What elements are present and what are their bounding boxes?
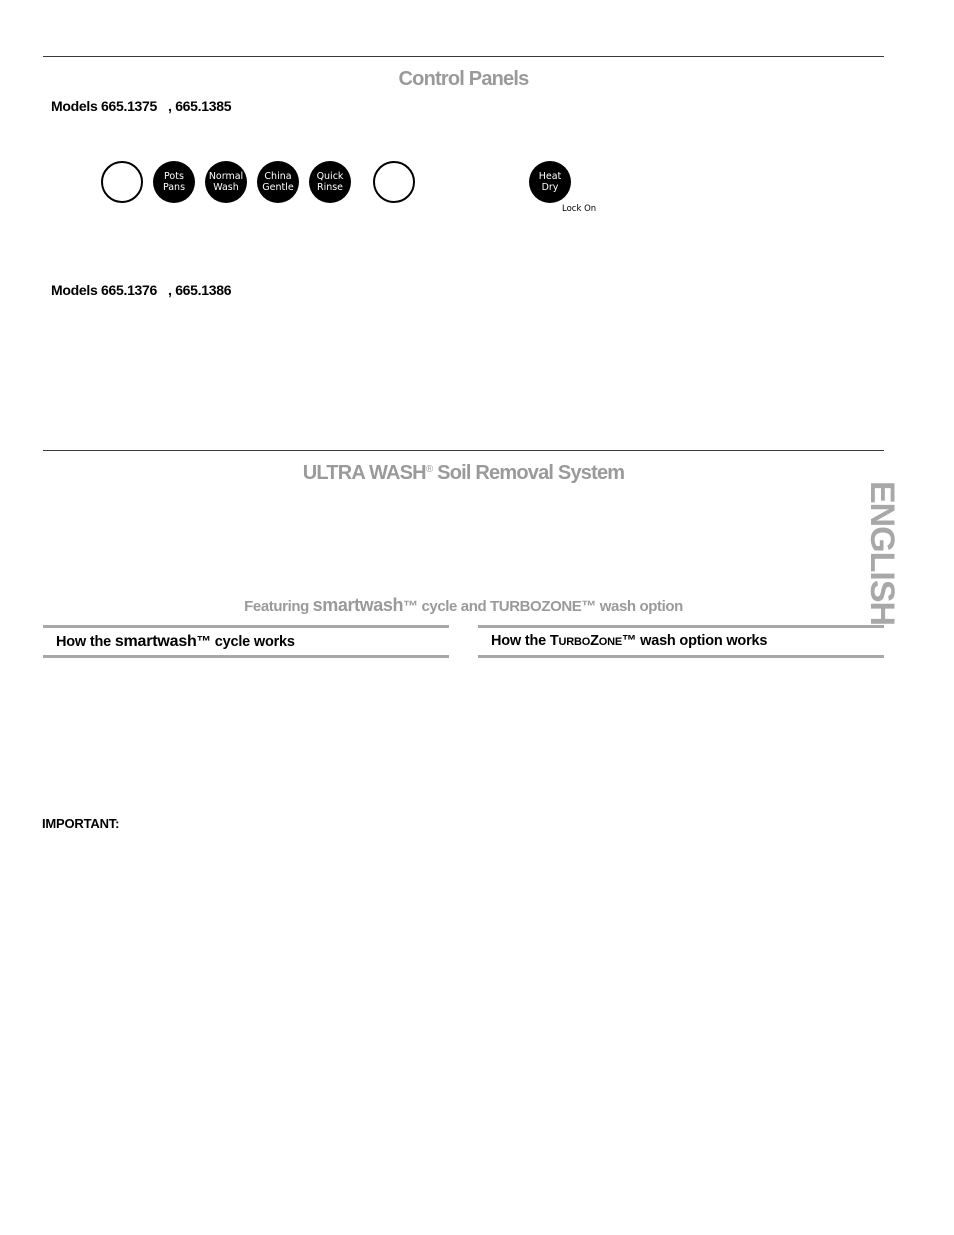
pots-pans-label-2: Pans <box>162 182 186 193</box>
china-gentle-button[interactable] <box>257 161 299 203</box>
models-2-prefix: Models 665.1376 <box>51 282 158 298</box>
unlabeled-button-right[interactable] <box>373 161 415 203</box>
english-side-tab: ENGLISH <box>863 480 901 626</box>
heat-dry-label-2: Dry <box>541 182 559 193</box>
how-turbozone-heading: How the TURBOZONE™ wash option works <box>478 625 884 658</box>
pots-pans-button[interactable] <box>153 161 195 203</box>
middle-rule <box>43 450 884 451</box>
ultra-wash-title-main: ULTRA WASH <box>302 462 426 484</box>
lock-on-label: Lock On <box>562 204 597 214</box>
pots-pans-label-1: Pots <box>164 171 184 182</box>
models-heading-1 <box>51 98 231 114</box>
ultra-wash-title <box>43 462 884 485</box>
normal-wash-label-1: Normal <box>208 171 244 182</box>
registered-mark: ® <box>425 464 433 475</box>
unlabeled-button-left[interactable] <box>101 161 143 203</box>
normal-wash-button[interactable] <box>205 161 247 203</box>
important-label: IMPORTANT: <box>42 816 120 831</box>
models-2-suffix: , 665.1386 <box>168 282 232 298</box>
heat-dry-label-1: Heat <box>538 171 562 182</box>
quick-rinse-label-2: Rinse <box>316 182 344 193</box>
control-panels-title: Control Panels <box>398 68 529 90</box>
quick-rinse-button[interactable] <box>309 161 351 203</box>
smartwash-wordmark: smartwash <box>312 595 404 615</box>
china-gentle-label-2: Gentle <box>262 182 294 193</box>
quick-rinse-label-1: Quick <box>316 171 344 182</box>
heat-dry-button[interactable] <box>529 161 571 203</box>
normal-wash-label-2: Wash <box>213 182 239 193</box>
top-rule <box>43 56 884 57</box>
featuring-subtitle: Featuring smartwash™ cycle and TURBOZONE™ wash option <box>244 595 683 615</box>
models-heading-2 <box>51 282 231 298</box>
how-smartwash-heading: How the smartwash™ cycle works <box>43 625 449 658</box>
models-1-suffix: , 665.1385 <box>168 98 232 114</box>
ultra-wash-title-rest: Soil Removal System <box>432 462 625 484</box>
china-gentle-label-1: China <box>264 171 292 182</box>
models-1-prefix: Models 665.1375 <box>51 98 158 114</box>
